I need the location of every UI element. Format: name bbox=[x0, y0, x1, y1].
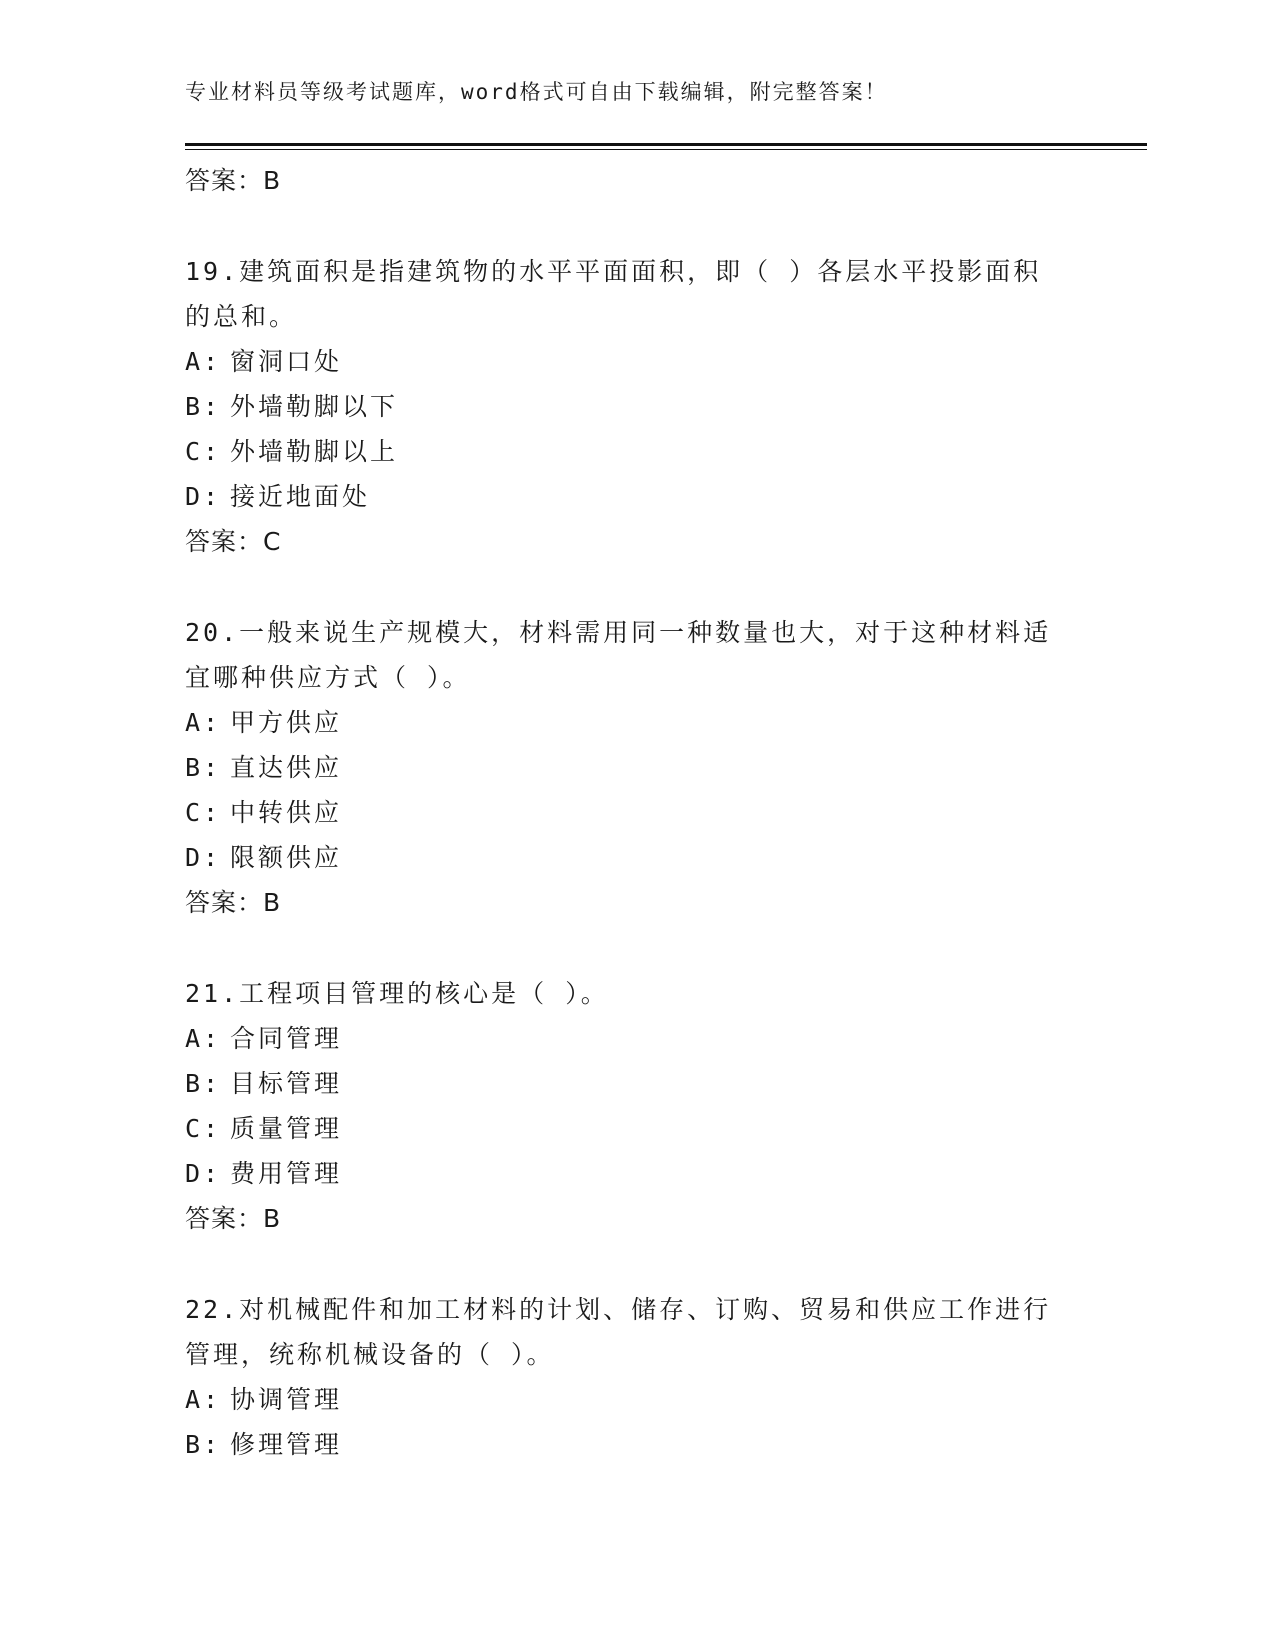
option-text: 目标管理 bbox=[230, 1069, 343, 1098]
question-content bbox=[185, 158, 1085, 1467]
question-text: 21.工程项目管理的核心是（ ）。 bbox=[185, 979, 609, 1008]
question-22 bbox=[185, 1287, 1085, 1467]
option-a bbox=[185, 700, 1085, 745]
option-letter: B: bbox=[185, 1069, 222, 1098]
question-text: 20.一般来说生产规模大，材料需用同一种数量也大，对于这种材料适 bbox=[185, 618, 1052, 647]
option-letter: B: bbox=[185, 753, 222, 782]
option-letter: C: bbox=[185, 1114, 222, 1143]
spacer bbox=[185, 564, 1085, 610]
question-text-continued: 宜哪种供应方式（ ）。 bbox=[185, 663, 471, 692]
option-a bbox=[185, 339, 1085, 384]
option-letter: C: bbox=[185, 437, 222, 466]
option-d bbox=[185, 835, 1085, 880]
option-a bbox=[185, 1377, 1085, 1422]
question-text-continued: 管理，统称机械设备的（ ）。 bbox=[185, 1340, 555, 1369]
answer-line: 答案：B bbox=[185, 888, 282, 917]
option-b bbox=[185, 1061, 1085, 1106]
option-letter: A: bbox=[185, 708, 222, 737]
question-20 bbox=[185, 610, 1085, 925]
option-text: 外墙勒脚以上 bbox=[230, 437, 399, 466]
option-text: 接近地面处 bbox=[230, 482, 371, 511]
spacer bbox=[185, 1241, 1085, 1287]
page-header: 专业材料员等级考试题库，word格式可自由下载编辑，附完整答案！ bbox=[185, 80, 888, 104]
option-text: 窗洞口处 bbox=[230, 347, 343, 376]
option-text: 费用管理 bbox=[230, 1159, 343, 1188]
question-19 bbox=[185, 249, 1085, 564]
option-b bbox=[185, 384, 1085, 429]
answer-line: 答案：B bbox=[185, 166, 282, 195]
option-c bbox=[185, 790, 1085, 835]
option-letter: C: bbox=[185, 798, 222, 827]
option-b bbox=[185, 1422, 1085, 1467]
option-text: 甲方供应 bbox=[230, 708, 343, 737]
option-d bbox=[185, 1151, 1085, 1196]
spacer bbox=[185, 925, 1085, 971]
question-21 bbox=[185, 971, 1085, 1241]
spacer bbox=[185, 203, 1085, 249]
question-text: 22.对机械配件和加工材料的计划、储存、订购、贸易和供应工作进行 bbox=[185, 1295, 1052, 1324]
option-text: 限额供应 bbox=[230, 843, 343, 872]
option-letter: D: bbox=[185, 843, 222, 872]
option-text: 合同管理 bbox=[230, 1024, 343, 1053]
option-letter: A: bbox=[185, 1385, 222, 1414]
question-text-continued: 的总和。 bbox=[185, 302, 298, 331]
answer-line: 答案：C bbox=[185, 527, 282, 556]
option-a bbox=[185, 1016, 1085, 1061]
option-letter: A: bbox=[185, 347, 222, 376]
option-text: 质量管理 bbox=[230, 1114, 343, 1143]
option-d bbox=[185, 474, 1085, 519]
option-text: 外墙勒脚以下 bbox=[230, 392, 399, 421]
option-text: 中转供应 bbox=[230, 798, 343, 827]
option-text: 修理管理 bbox=[230, 1430, 343, 1459]
option-b bbox=[185, 745, 1085, 790]
option-letter: B: bbox=[185, 392, 222, 421]
option-c bbox=[185, 1106, 1085, 1151]
option-letter: D: bbox=[185, 1159, 222, 1188]
option-letter: A: bbox=[185, 1024, 222, 1053]
option-letter: B: bbox=[185, 1430, 222, 1459]
option-text: 协调管理 bbox=[230, 1385, 343, 1414]
header-rule-thick bbox=[185, 143, 1147, 146]
option-c bbox=[185, 429, 1085, 474]
option-text: 直达供应 bbox=[230, 753, 343, 782]
answer-line: 答案：B bbox=[185, 1204, 282, 1233]
question-text: 19.建筑面积是指建筑物的水平平面面积，即（ ）各层水平投影面积 bbox=[185, 257, 1042, 286]
option-letter: D: bbox=[185, 482, 222, 511]
header-rule-thin bbox=[185, 149, 1147, 150]
